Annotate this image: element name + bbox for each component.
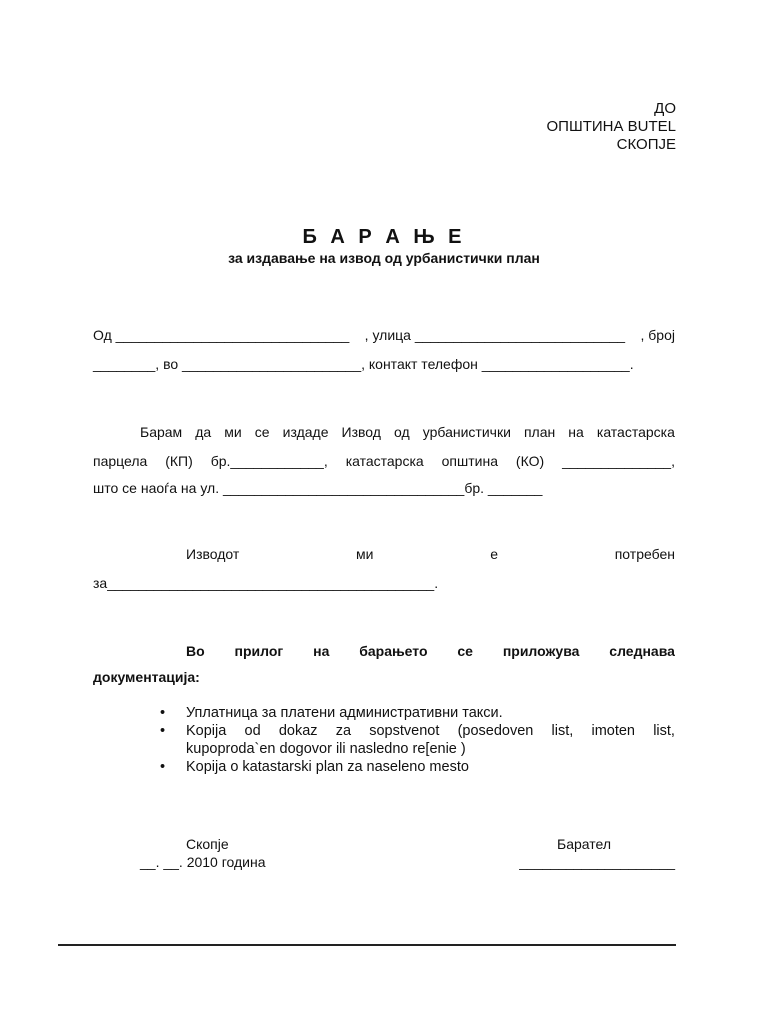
request-word: ______________, bbox=[562, 453, 675, 469]
request-word: катастарска bbox=[596, 424, 675, 440]
document-word: od bbox=[244, 723, 261, 739]
applicant-street-field: , улица ___________________________ bbox=[364, 327, 626, 343]
document-word: dokaz bbox=[278, 723, 318, 739]
documents-list bbox=[93, 704, 675, 776]
request-word: (КП) bbox=[165, 453, 193, 469]
document-word: list, bbox=[551, 723, 574, 739]
request-word: ми bbox=[224, 424, 242, 440]
document-word: sopstvenot bbox=[369, 723, 440, 739]
document-word: list, bbox=[653, 723, 675, 739]
recipient-line-1: ДО bbox=[654, 100, 676, 117]
recipient-line-3: СКОПЈЕ bbox=[616, 136, 676, 153]
applicant-signature-line: ____________________ bbox=[519, 854, 675, 870]
signature-city: Скопје bbox=[186, 836, 229, 852]
attachments-word: приложува bbox=[502, 643, 580, 659]
request-word: се bbox=[254, 424, 270, 440]
request-word: план bbox=[523, 424, 556, 440]
footer-divider bbox=[58, 944, 676, 946]
recipient-block bbox=[547, 100, 677, 154]
purpose-row-1 bbox=[186, 546, 675, 562]
attachments-word: прилог bbox=[234, 643, 284, 659]
request-row-2 bbox=[93, 453, 675, 469]
applicant-from-field: Од ______________________________ bbox=[93, 327, 350, 343]
attachments-word: на bbox=[313, 643, 330, 659]
request-word: општина bbox=[441, 453, 498, 469]
signature-date: __. __. 2010 година bbox=[140, 854, 266, 870]
request-word: Извод bbox=[341, 424, 381, 440]
request-word: да bbox=[195, 424, 212, 440]
request-word: катастарска bbox=[345, 453, 424, 469]
bullet-icon: • bbox=[160, 723, 166, 739]
request-word: бр.____________, bbox=[210, 453, 328, 469]
request-word: парцела bbox=[93, 453, 148, 469]
document-item-text: Kopija o katastarski plan za naseleno mesto bbox=[186, 759, 469, 775]
document-item-text: Уплатница за платени административни такси. bbox=[186, 705, 503, 721]
purpose-word: Изводот bbox=[186, 546, 240, 562]
attachments-row-2: документација: bbox=[93, 669, 200, 685]
applicant-row-2: ________, во _______________________, контакт телефон ___________________. bbox=[93, 356, 634, 372]
purpose-row-2: за__________________________________________. bbox=[93, 575, 439, 591]
recipient-line-2: ОПШТИНА BUTEL bbox=[546, 118, 676, 135]
document-word: imoten bbox=[591, 723, 635, 739]
document-subtitle: за издавање на извод од урбанистички план bbox=[228, 250, 540, 266]
attachments-word: барањето bbox=[359, 643, 428, 659]
bullet-icon: • bbox=[160, 759, 166, 775]
document-word: Kopija bbox=[186, 723, 227, 739]
request-word: урбанистички bbox=[422, 424, 511, 440]
request-word: (КО) bbox=[515, 453, 545, 469]
document-word: (posedoven bbox=[457, 723, 534, 739]
applicant-row-1 bbox=[93, 327, 675, 343]
document-item-line: kupoproda`en dogovor ili nasledno re[enie ) bbox=[186, 741, 466, 757]
applicant-label: Барател bbox=[557, 836, 611, 852]
attachments-word: се bbox=[457, 643, 473, 659]
purpose-word: потребен bbox=[614, 546, 675, 562]
purpose-word: е bbox=[490, 546, 498, 562]
list-item bbox=[93, 758, 675, 776]
bullet-icon: • bbox=[160, 705, 166, 721]
applicant-number-label: , број bbox=[640, 327, 675, 343]
request-row-1 bbox=[140, 424, 675, 440]
attachments-word: Во bbox=[186, 643, 205, 659]
document-word: za bbox=[335, 723, 352, 739]
request-word: на bbox=[568, 424, 584, 440]
list-item bbox=[93, 722, 675, 758]
request-word: Барам bbox=[140, 424, 183, 440]
attachments-row-1 bbox=[186, 643, 675, 659]
document-title: Б А Р А Њ Е bbox=[302, 226, 466, 248]
request-word: издаде bbox=[282, 424, 329, 440]
list-item bbox=[93, 704, 675, 722]
purpose-word: ми bbox=[356, 546, 374, 562]
document-item-line bbox=[186, 722, 675, 740]
request-row-3: што се наоѓа на ул. _______________________________бр. _______ bbox=[93, 480, 543, 496]
request-word: од bbox=[394, 424, 410, 440]
attachments-word: следнава bbox=[609, 643, 675, 659]
